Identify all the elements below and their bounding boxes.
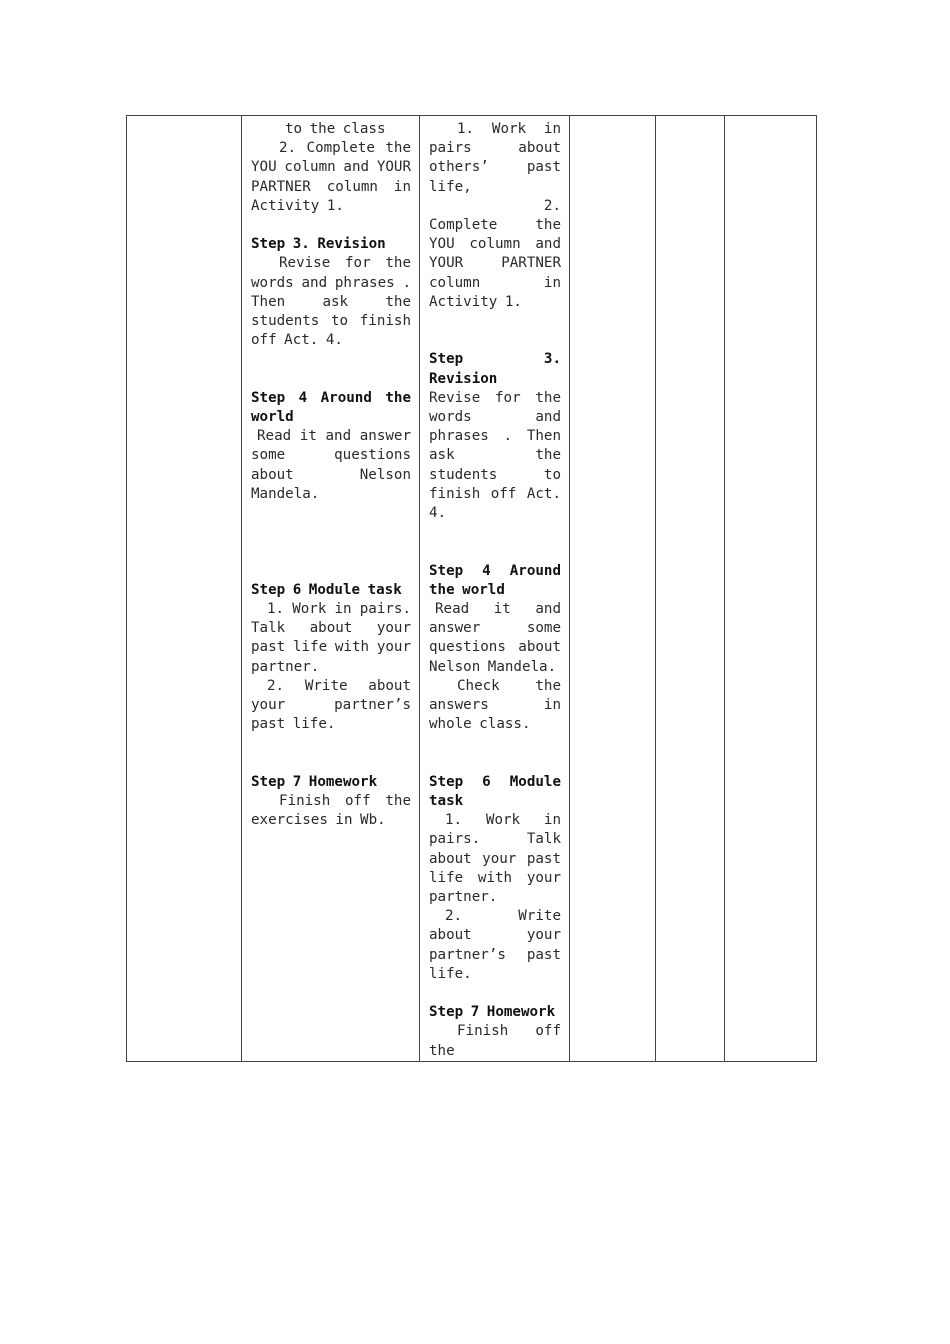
step-heading: Step 6 Module task xyxy=(429,773,561,810)
text-paragraph: Read it and answer some questions about Nelson Mandela. xyxy=(251,428,411,502)
empty-cell-1 xyxy=(127,116,242,1062)
text-paragraph: 1. Work in pairs about others’ past life, xyxy=(429,121,561,195)
text-paragraph: Check the answers in whole class. xyxy=(429,677,561,733)
empty-cell-6 xyxy=(725,116,817,1062)
text-paragraph: Finish off the exercises in Wb. xyxy=(251,793,411,829)
text-paragraph: 2. Write about your partner’s past life. xyxy=(251,677,411,733)
empty-cell-5 xyxy=(656,116,725,1062)
empty-cell-4 xyxy=(570,116,656,1062)
text-paragraph: Complete the YOU column and YOUR PARTNER column in Activity 1. xyxy=(429,217,561,310)
student-activity-cell xyxy=(420,116,570,1062)
text-paragraph: 1. Work in pairs. Talk about your past life with your partner. xyxy=(251,601,411,675)
step-heading: Step 4 Around the world xyxy=(429,562,561,598)
text-paragraph: Read it and answer some questions about Nelson Mandela. xyxy=(429,601,561,675)
step-heading: Step 3. Revision xyxy=(251,236,386,253)
text-paragraph: Revise for the words and phrases . Then ask the students to finish off Act. 4. xyxy=(251,255,411,349)
step-heading: Step 4 Around the world xyxy=(251,389,411,426)
text-paragraph: Finish off the xyxy=(429,1023,561,1059)
step-heading: Step 7 Homework xyxy=(251,773,378,790)
text-paragraph: 2. Write about your partner’s past life. xyxy=(429,908,561,982)
text-line: to the class xyxy=(285,121,386,137)
step-heading: Step 3. Revision xyxy=(429,351,561,387)
table-row xyxy=(127,116,817,1062)
text-line: 2. xyxy=(543,197,561,214)
step-heading: Step 7 Homework xyxy=(429,1004,556,1021)
text-paragraph: 1. Work in pairs. Talk about your past life with your partner. xyxy=(429,812,561,906)
text-paragraph: Revise for the words and phrases . Then ask the students to finish off Act. 4. xyxy=(429,389,561,522)
teacher-activity-cell xyxy=(242,116,420,1062)
lesson-plan-table xyxy=(126,115,817,1062)
step-heading: Step 6 Module task xyxy=(251,581,402,598)
text-paragraph: 2. Complete the YOU column and YOUR PARTNER column in Activity 1. xyxy=(251,140,411,214)
